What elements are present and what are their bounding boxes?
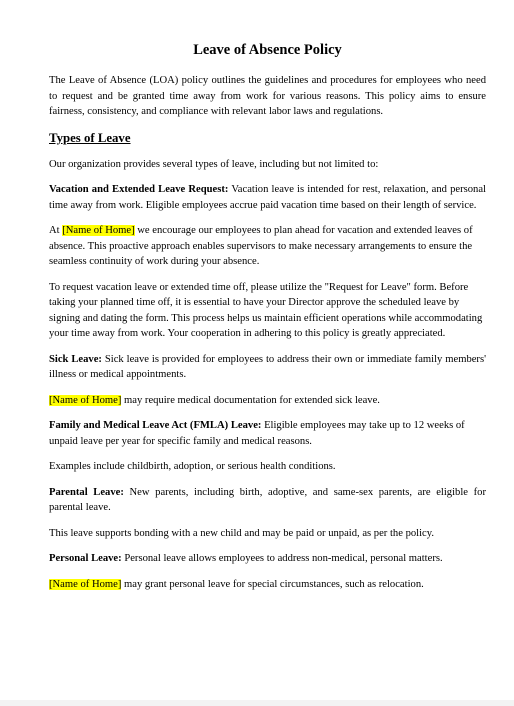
- sick-doc-text: may require medical documentation for extended sick leave.: [121, 394, 380, 406]
- personal-label: Personal Leave:: [49, 553, 122, 564]
- sick-doc-paragraph: [49, 393, 486, 409]
- sick-paragraph: [49, 352, 486, 383]
- types-intro-paragraph: Our organization provides several types of leave, including but not limited to:: [49, 158, 379, 170]
- parental-label: Parental Leave:: [49, 486, 124, 498]
- personal-paragraph: [49, 551, 486, 567]
- name-of-home-placeholder: [Name of Home]: [62, 225, 135, 236]
- parental-text: New parents, including birth, adoptive, and same-sex parents, are eligible for parental leave.: [49, 486, 486, 513]
- page-title: Leave of Absence Policy: [193, 42, 342, 58]
- sick-text: Sick leave is provided for employees to address their own or immediate family members' illness or medical appointments.: [49, 353, 486, 380]
- intro-paragraph: The Leave of Absence (LOA) policy outlines the guidelines and procedures for employees who need to request and be granted time away from work for various reasons. This policy aims to ensure fairness, consistency, and compliance with relevant labor laws and regulations.: [49, 75, 486, 117]
- parental-support-paragraph: This leave supports bonding with a new child and may be paid or unpaid, as per the policy.: [49, 527, 435, 539]
- personal-grant-text: may grant personal leave for special circumstances, such as relocation.: [121, 578, 424, 590]
- section-heading-types-of-leave: Types of Leave: [49, 130, 131, 145]
- vacation-plan-paragraph: [49, 223, 486, 270]
- vacation-plan-prefix: At: [49, 225, 63, 236]
- fmla-label: Family and Medical Leave Act (FMLA) Leave:: [49, 420, 262, 431]
- sick-label: Sick Leave:: [49, 353, 102, 365]
- request-paragraph: To request vacation leave or extended time off, please utilize the "Request for Leave" form. Before taking your planned time off, it is essential to have your Director approve the scheduled leave by signing and dating the form. This process helps us maintain efficient operations while accommodating your time away from work. Your cooperation in adhering to this policy is greatly appreciated.: [49, 281, 483, 339]
- personal-text: Personal leave allows employees to address non-medical, personal matters.: [121, 553, 443, 564]
- parental-paragraph: [49, 485, 486, 516]
- vacation-plan-text: we encourage our employees to plan ahead for vacation and extended leaves of absence. This proactive approach enables supervisors to make necessary arrangements to ensure the seamless continuity of work during your absence.: [49, 225, 473, 267]
- vacation-text: Vacation leave is intended for rest, relaxation, and personal time away from work. Eligible employees accrue paid vacation time based on their length of service.: [49, 184, 486, 211]
- fmla-paragraph: [49, 418, 486, 449]
- vacation-label: Vacation and Extended Leave Request:: [49, 184, 229, 195]
- name-of-home-placeholder: [Name of Home]: [49, 578, 122, 590]
- personal-grant-paragraph: [49, 577, 486, 593]
- vacation-paragraph: [49, 182, 486, 213]
- fmla-examples-paragraph: Examples include childbirth, adoption, or serious health conditions.: [49, 461, 336, 472]
- fmla-text: Eligible employees may take up to 12 weeks of unpaid leave per year for specific family and medical reasons.: [49, 420, 465, 447]
- name-of-home-placeholder: [Name of Home]: [49, 394, 122, 406]
